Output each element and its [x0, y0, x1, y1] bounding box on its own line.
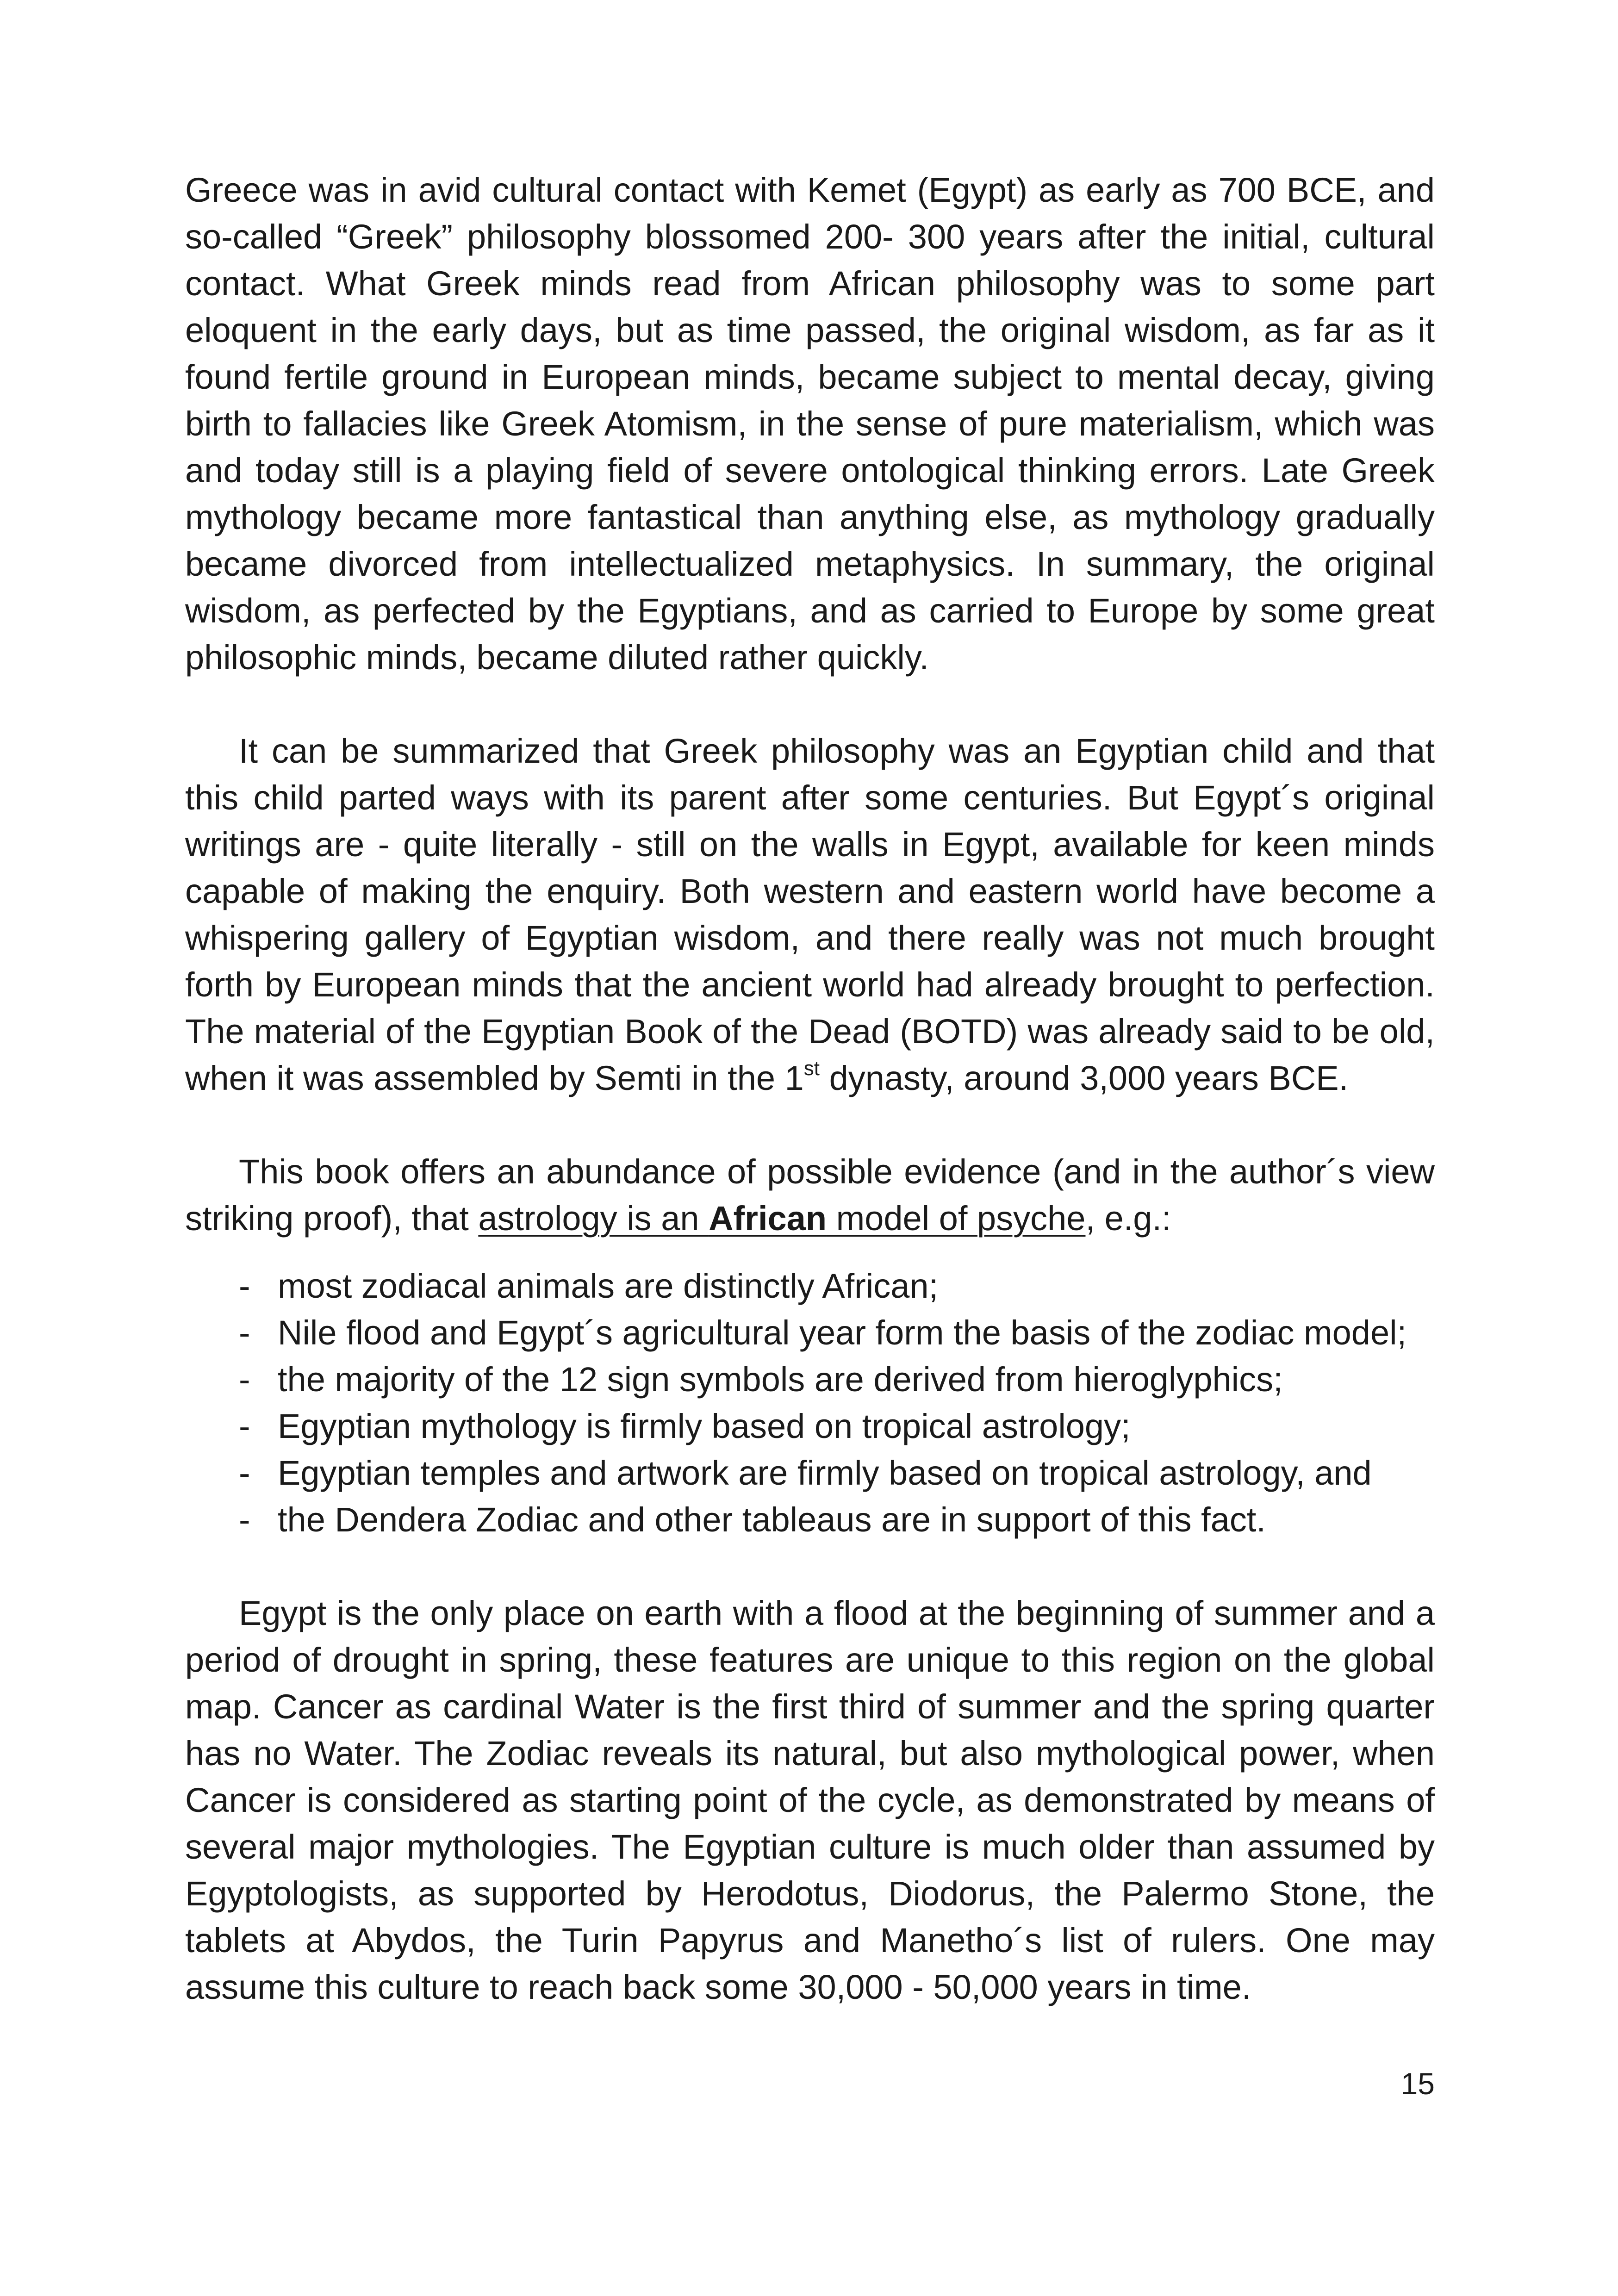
paragraph-greek-contact: Greece was in avid cultural contact with Kemet (Egypt) as early as 700 BCE, and so-called “Greek” philosophy blossomed 200- 300 years after the initial, cultural contact. What Greek minds read from African philosophy was to some part eloquent in the early days, but as time passed, the original wisdom, as far as it found fertile ground in European minds, became subject to mental decay, giving birth to fallacies like Greek Atomism, in the sense of pure materialism, which was and today still is a playing field of severe ontological thinking errors. Late Greek mythology became more fantastical than anything else, as mythology gradually became divorced from intellectualized metaphysics. In summary, the original wisdom, as perfected by the Egyptians, and as carried to Europe by some great philosophic minds, became diluted rather quickly. [185, 171, 1435, 677]
paragraph-egyptian-child-text: It can be summarized that Greek philosophy was an Egyptian child and that this child parted ways with its parent after some centuries. But Egypt´s original writings are - quite literally - still on the walls in Egypt, available for keen minds capable of making the enquiry. Both western and eastern world have become a whispering gallery of Egyptian wisdom, and there really was not much brought forth by European minds that the ancient world had already brought to perfection. The material of the Egyptian Book of the Dead (BOTD) was already said to be old, when it was assembled by Semti in the 1 [185, 732, 1435, 1097]
paragraph-book-evidence [185, 1148, 1435, 1242]
evidence-lead-text: This book offers an abundance of possible evidence (and in the author´s view striking proof), that [185, 1152, 1435, 1238]
page-body [185, 167, 1435, 2010]
evidence-list [185, 1263, 1435, 1543]
bold-african: African [709, 1199, 827, 1238]
list-item [185, 1496, 1435, 1543]
list-item-text: most zodiacal animals are distinctly African; [278, 1267, 939, 1305]
list-item [185, 1356, 1435, 1403]
underlined-claim-part-1: astrology is an [478, 1199, 709, 1238]
evidence-tail-text: , e.g.: [1085, 1199, 1171, 1238]
list-item-text: the Dendera Zodiac and other tableaus are in support of this fact. [278, 1500, 1266, 1539]
list-item [185, 1403, 1435, 1450]
dash-bullet: - [239, 1360, 250, 1399]
dash-bullet: - [239, 1407, 250, 1445]
list-item [185, 1263, 1435, 1309]
ordinal-superscript: st [803, 1057, 820, 1080]
list-spacer [185, 1242, 1435, 1263]
list-item-text: Egyptian mythology is firmly based on tropical astrology; [278, 1407, 1131, 1445]
paragraph-spacer [185, 1543, 1435, 1590]
paragraph-spacer [185, 1101, 1435, 1148]
list-item [185, 1450, 1435, 1496]
list-item-text: Nile flood and Egypt´s agricultural year form the basis of the zodiac model; [278, 1313, 1407, 1352]
underlined-claim-part-2: model of psyche [827, 1199, 1086, 1238]
underlined-claim [478, 1199, 1085, 1238]
list-item [185, 1309, 1435, 1356]
dash-bullet: - [239, 1313, 250, 1352]
paragraph-egyptian-child-tail: dynasty, around 3,000 years BCE. [820, 1059, 1349, 1097]
paragraph-spacer [185, 681, 1435, 728]
dash-bullet: - [239, 1500, 250, 1539]
paragraph-egyptian-child [185, 728, 1435, 1101]
dash-bullet: - [239, 1454, 250, 1492]
dash-bullet: - [239, 1267, 250, 1305]
list-item-text: the majority of the 12 sign symbols are derived from hieroglyphics; [278, 1360, 1283, 1399]
list-item-text: Egyptian temples and artwork are firmly based on tropical astrology, and [278, 1454, 1372, 1492]
page-number: 15 [1400, 2066, 1435, 2101]
paragraph-nile-flood: Egypt is the only place on earth with a flood at the beginning of summer and a period of drought in spring, these features are unique to this region on the global map. Cancer as cardinal Water is the first third of summer and the spring quarter has no Water. The Zodiac reveals its natural, but also mythological power, when Cancer is considered as starting point of the cycle, as demonstrated by means of several major mythologies. The Egyptian culture is much older than assumed by Egyptologists, as supported by Herodotus, Diodorus, the Palermo Stone, the tablets at Abydos, the Turin Papyrus and Manetho´s list of rulers. One may assume this culture to reach back some 30,000 - 50,000 years in time. [185, 1594, 1435, 2006]
